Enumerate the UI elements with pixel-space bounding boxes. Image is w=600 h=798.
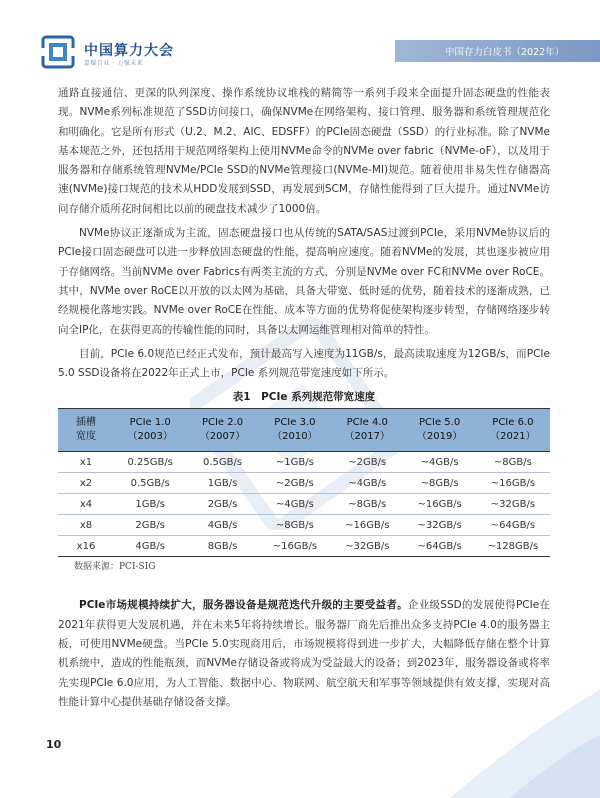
- table-cell: 2GB/s: [186, 494, 258, 515]
- table-cell: ~2GB/s: [331, 452, 403, 473]
- table-cell: ~2GB/s: [259, 473, 331, 494]
- paragraph-nvme-standards: 通路直接通信、更深的队列深度、操作系统协议堆栈的精简等一系列手段来全面提升固态硬盘的性能表现。NVMe系列标准规范了SSD访问接口，确保NVMe在网络架构、接口管理、服务器和系统管理规范化和明确化。它是所有形式（U.2、M.2、AIC、EDSFF）的PCIe固态硬盘（SSD）的行业标准。除了NVMe基本规范之外，还包括用于规范网络架构上使用NVMe命令的NVMe over fabric（NVMe-oF），以及用于服务器和存储系统管理NVMe/PCIe SSD的NVMe管理接口(NVMe-MI)规范。随着使用非易失性存储器高速(NVMe)接口规范的技术从HDD发展到SSD，再发展到SCM，存储性能得到了巨大提升。通过NVMe访问存储介质所花时间相比以前的硬盘技术减少了1000倍。: [58, 87, 550, 215]
- table-cell: ~32GB/s: [331, 536, 403, 557]
- table-cell: 1GB/s: [114, 494, 186, 515]
- table-cell: ~1GB/s: [259, 452, 331, 473]
- table-row: [58, 494, 550, 515]
- table-header-row: [58, 409, 550, 452]
- document-title: 中国存力白皮书（2022年）: [445, 47, 565, 58]
- table-cell: 8GB/s: [186, 536, 258, 557]
- table-cell: ~32GB/s: [403, 515, 475, 536]
- table-cell: x4: [58, 494, 114, 515]
- table-cell: ~16GB/s: [259, 536, 331, 557]
- brand-tagline: 算赋百业 · 力强未来: [84, 60, 144, 67]
- corner-decoration: [410, 660, 600, 798]
- page-header: [0, 0, 600, 72]
- table-cell: ~8GB/s: [403, 473, 475, 494]
- table-row: [58, 536, 550, 557]
- table-cell: ~4GB/s: [259, 494, 331, 515]
- table-cell: ~32GB/s: [476, 494, 550, 515]
- table-cell: ~16GB/s: [403, 494, 475, 515]
- header-pcie-3: PCIe 3.0 （2010）: [259, 409, 331, 452]
- table-cell: ~16GB/s: [476, 473, 550, 494]
- table-cell: ~128GB/s: [476, 536, 550, 557]
- header-pcie-5: PCIe 5.0 （2019）: [403, 409, 475, 452]
- paragraph-pcie-6: 目前，PCIe 6.0规范已经正式发布，预计最高写入速度为11GB/s，最高读取速度为12GB/s，而PCIe 5.0 SSD设备将在2022年正式上市，PCIe 系列规范带宽速度如下所示。: [58, 347, 550, 380]
- table-cell: 4GB/s: [186, 515, 258, 536]
- table-cell: ~64GB/s: [403, 536, 475, 557]
- paragraph-body: 企业级SSD的发展使得PCIe在2021年获得更大发展机遇，并在未来5年将持续增长。服务器厂商先后推出众多支持PCIe 4.0的服务器主板，可使用NVMe硬盘。当PCIe 5.0实现商用后，市场规模将得到进一步扩大，大幅降低存储在整个计算机系统中，造成的性能瓶颈，而NVMe存储设备或将成为受益最大的设备；到2023年，服务器设备或将率先实现PCIe 6.0应用，为人工智能、数据中心、物联网、航空航天和军事等领域提供有效支撑，实现对高性能计算中心提供基础存储设备支撑。: [58, 599, 550, 708]
- table-cell: ~8GB/s: [259, 515, 331, 536]
- table-cell: ~8GB/s: [476, 452, 550, 473]
- paragraph-nvme-protocol: NVMe协议正逐渐成为主流，固态硬盘接口也从传统的SATA/SAS过渡到PCIe，采用NVMe协议后的PCIe接口固态硬盘可以进一步释放固态硬盘的性能，提高响应速度。随着NVMe的发展，其也逐步被应用于存储网络。当前NVMe over Fabrics有两类主流的方式，分别是NVMe over FC和NVMe over RoCE。其中，NVMe over RoCE以开放的以太网为基础，具备大带宽、低时延的优势，随着技术的逐渐成熟，已经规模化落地实践。NVMe over RoCE在性能、成本等方面的优势将促使架构逐步转型，存储网络逐步转向全IP化，在获得更高的传输性能的同时，具备以太网运维管理相对简单的特性。: [58, 227, 550, 336]
- table-cell: x2: [58, 473, 114, 494]
- table-cell: 0.5GB/s: [114, 473, 186, 494]
- brand-name: 中国算力大会: [84, 43, 174, 59]
- table-cell: ~8GB/s: [331, 494, 403, 515]
- table-body: [58, 452, 550, 557]
- header-slot-width: 插槽 宽度: [58, 409, 114, 452]
- table-cell: ~64GB/s: [476, 515, 550, 536]
- table-cell: 4GB/s: [114, 536, 186, 557]
- table-source: 数据来源：PCI-SIG: [74, 562, 156, 573]
- table-row: [58, 452, 550, 473]
- table-cell: x16: [58, 536, 114, 557]
- table-cell: 0.25GB/s: [114, 452, 186, 473]
- table-cell: x8: [58, 515, 114, 536]
- header-pcie-1: PCIe 1.0 （2003）: [114, 409, 186, 452]
- table-cell: 2GB/s: [114, 515, 186, 536]
- table-row: [58, 515, 550, 536]
- header-pcie-2: PCIe 2.0 （2007）: [186, 409, 258, 452]
- pcie-bandwidth-table: [58, 408, 550, 557]
- conference-logo-icon: [40, 34, 76, 70]
- table-row: [58, 473, 550, 494]
- page-number: 10: [46, 738, 62, 751]
- header-pcie-4: PCIe 4.0 （2017）: [331, 409, 403, 452]
- table-cell: ~4GB/s: [403, 452, 475, 473]
- table-cell: 1GB/s: [186, 473, 258, 494]
- table-cell: x1: [58, 452, 114, 473]
- header-pcie-6: PCIe 6.0 （2021）: [476, 409, 550, 452]
- paragraph-lead: PCIe市场规模持续扩大，服务器设备是规范迭代升级的主要受益者。: [79, 599, 408, 612]
- table-cell: ~4GB/s: [331, 473, 403, 494]
- table-cell: 0.5GB/s: [186, 452, 258, 473]
- table-caption: 表1 PCIe 系列规范带宽速度: [232, 391, 376, 404]
- page-content: [58, 84, 550, 717]
- table-cell: ~16GB/s: [331, 515, 403, 536]
